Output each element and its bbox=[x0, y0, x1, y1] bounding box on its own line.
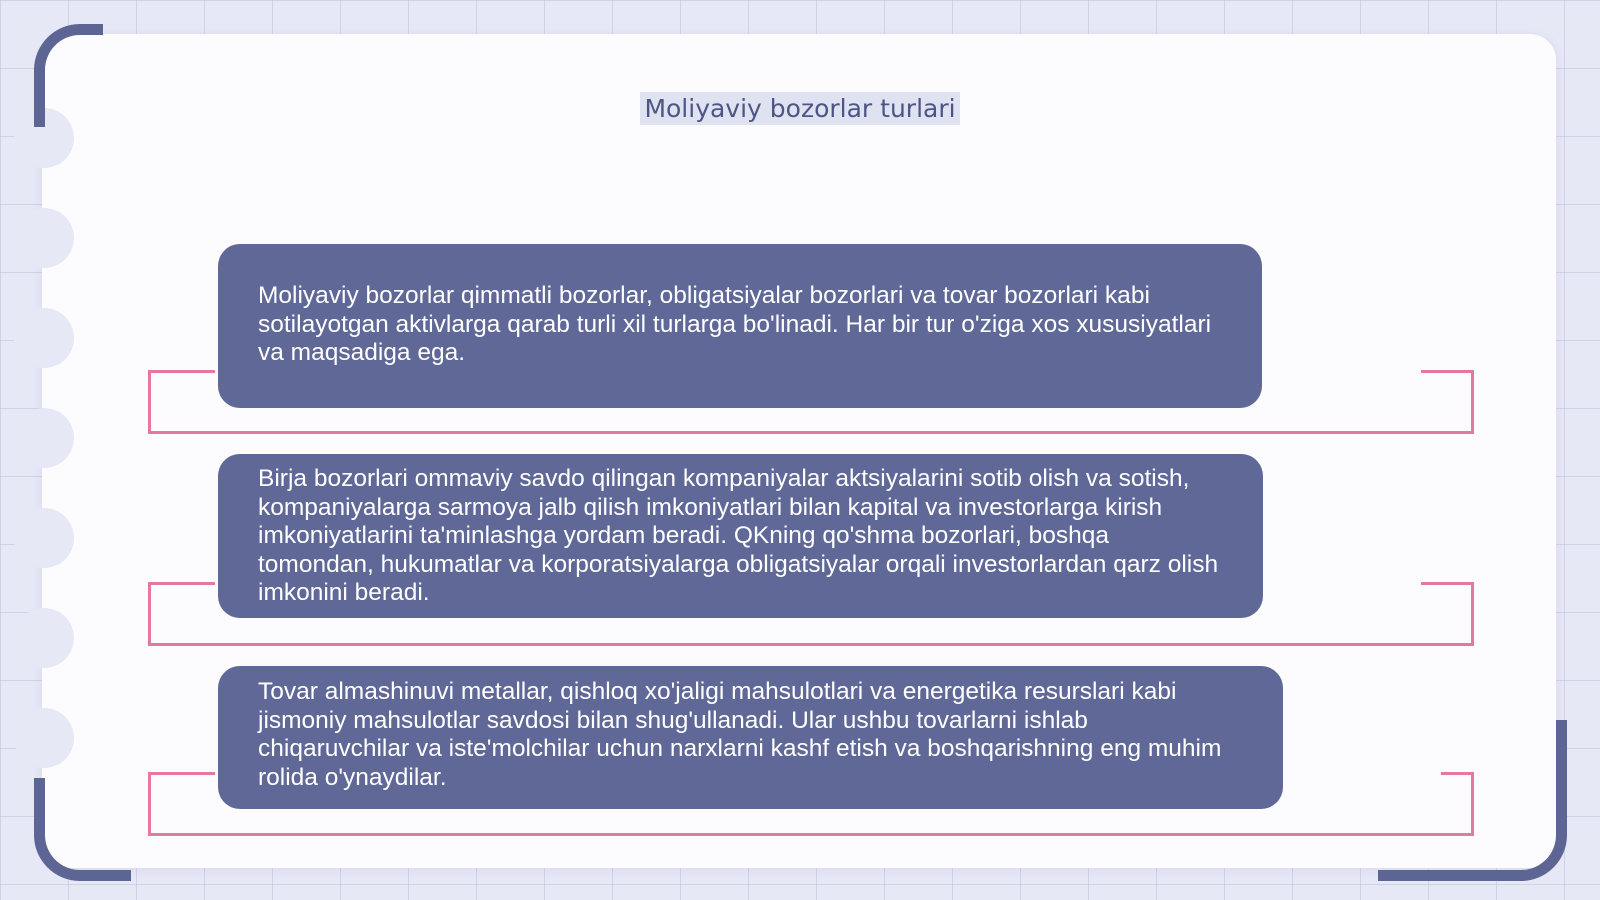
info-card-text: Tovar almashinuvi metallar, qishloq xo'jaligi mahsulotlari va energetika resurslari kabi jismoniy mahsulotlar savdosi bilan shug'ullanadi. Ular ushbu tovarlarni ishlab chiqaruvchilar va iste'molchilar uchun narxlarni kashf etish va boshqarishning eng muhim rolida o'ynaydilar. bbox=[258, 678, 1222, 791]
info-card bbox=[218, 454, 1263, 618]
paper-scallop-edge bbox=[14, 608, 74, 668]
paper-scallop-edge bbox=[14, 508, 74, 568]
info-card-text: Moliyaviy bozorlar qimmatli bozorlar, obligatsiyalar bozorlari va tovar bozorlari kabi sotilayotgan aktivlarga qarab turli xil turlarga bo'linadi. Har bir tur o'ziga xos xususiyatlari va maqsadiga ega. bbox=[258, 282, 1212, 367]
info-card bbox=[218, 666, 1283, 809]
slide-title bbox=[0, 94, 1600, 123]
paper-scallop-edge bbox=[14, 308, 74, 368]
corner-bracket-bottom-left bbox=[34, 778, 131, 881]
info-card bbox=[218, 244, 1262, 408]
slide-title-text: Moliyaviy bozorlar turlari bbox=[640, 92, 959, 125]
paper-scallop-edge bbox=[14, 708, 74, 768]
paper-scallop-edge bbox=[14, 208, 74, 268]
paper-scallop-edge bbox=[14, 408, 74, 468]
info-card-text: Birja bozorlari ommaviy savdo qilingan kompaniyalar aktsiyalarini sotib olish va sotish, kompaniyalarga sarmoya jalb qilish imkoniyatlari bilan kapital va investorlarga kirish imkoniyatlarini ta'minlashga yordam beradi. QKning qo'shma bozorlari, boshqa tomondan, hukumatlar va korporatsiyalarga obligatsiyalar orqali investorlardan qarz olish imkonini beradi. bbox=[258, 465, 1219, 607]
